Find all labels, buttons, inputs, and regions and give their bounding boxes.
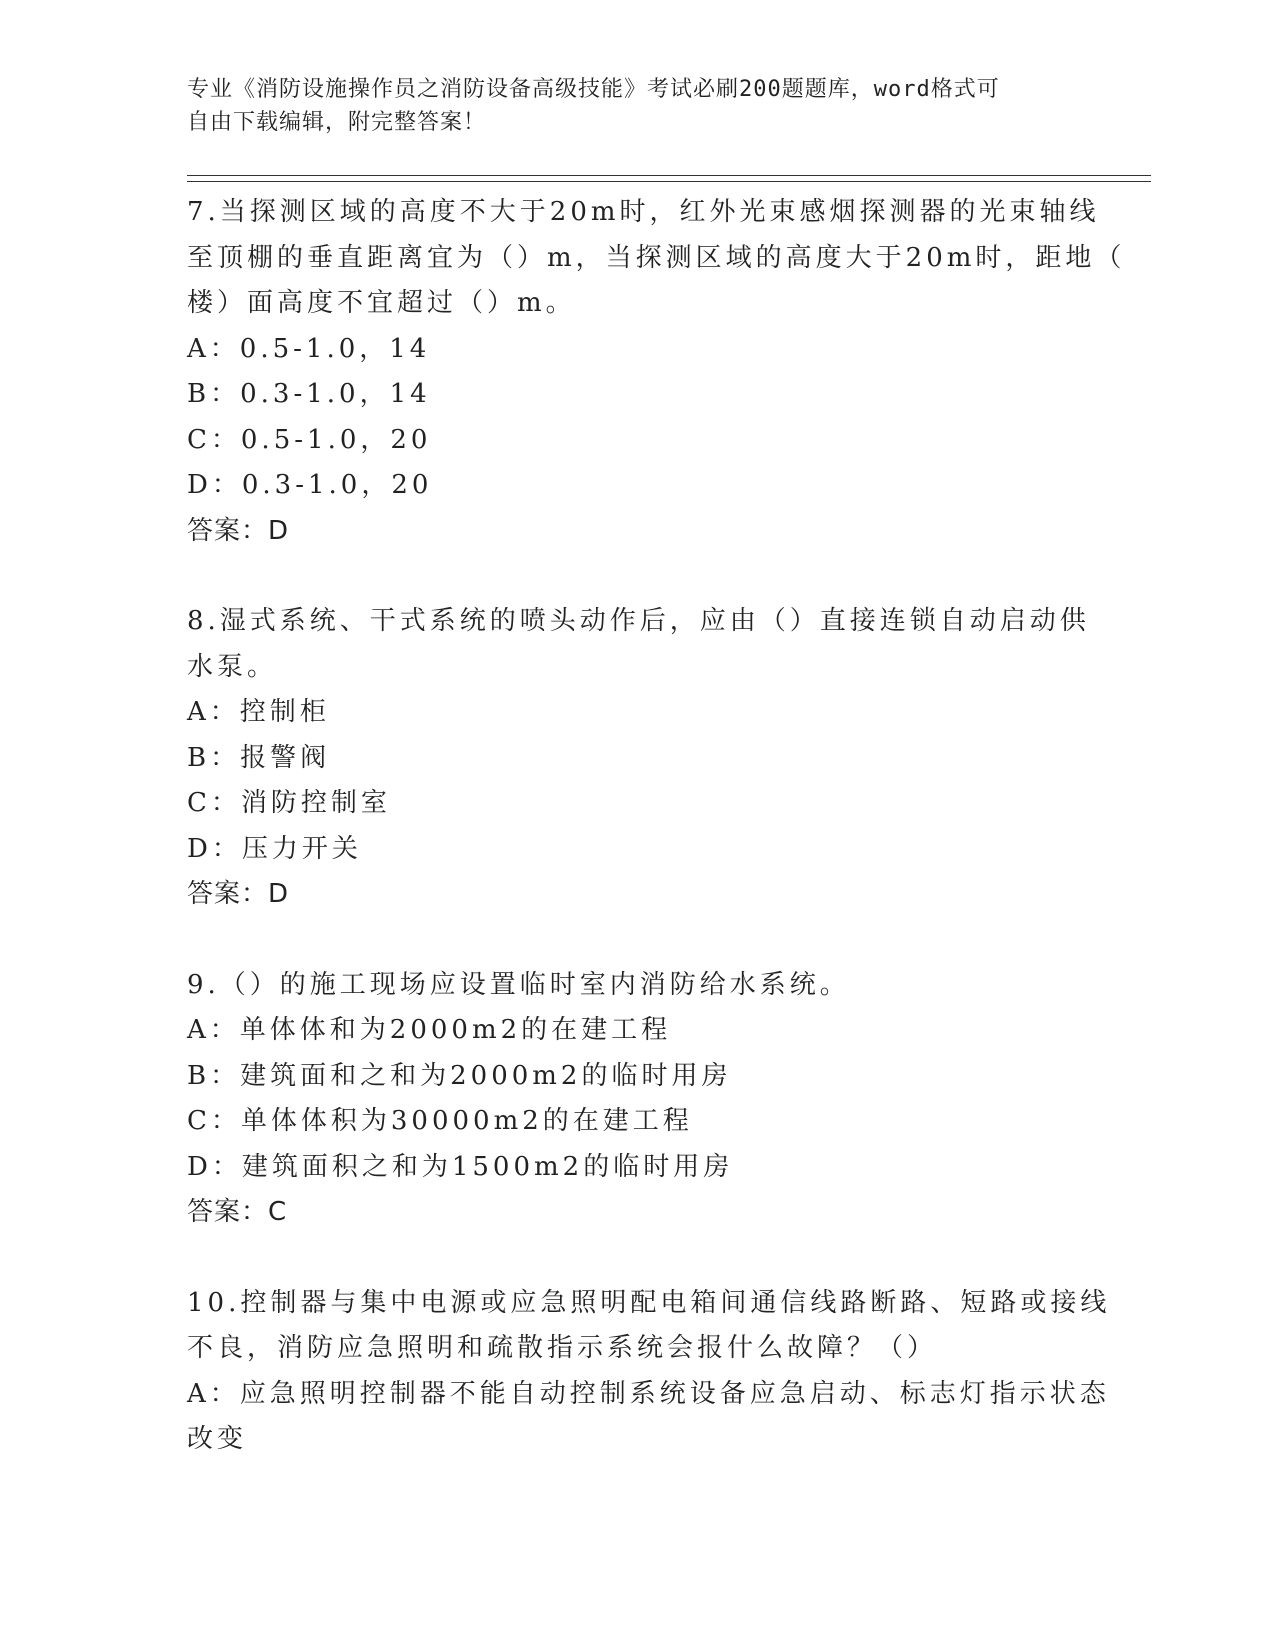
question-text-line: 9.（）的施工现场应设置临时室内消防给水系统。 <box>187 969 850 1000</box>
question-text-line: 10.控制器与集中电源或应急照明配电箱间通信线路断路、短路或接线 <box>187 1287 1111 1318</box>
question-10 <box>187 1281 1111 1463</box>
answer-text: 答案：C <box>187 1197 288 1227</box>
header-divider-bottom <box>187 181 1151 182</box>
header-divider-top <box>187 175 1151 176</box>
document-header <box>187 73 1087 139</box>
question-list <box>187 190 1126 1463</box>
option-c: C：0.5-1.0，20 <box>187 424 432 455</box>
option-c: C：消防控制室 <box>187 788 391 818</box>
question-spacer <box>187 918 1067 963</box>
header-line-2: 自由下载编辑，附完整答案！ <box>187 110 487 135</box>
question-spacer <box>187 554 1067 599</box>
option-b: B：建筑面和之和为2000m2的临时用房 <box>187 1060 732 1091</box>
question-text-line: 8.湿式系统、干式系统的喷头动作后，应由（）直接连锁自动启动供 <box>187 606 1090 636</box>
answer-text: 答案：D <box>187 515 290 546</box>
option-b: B：报警阀 <box>187 742 331 773</box>
option-a: A：单体体和为2000m2的在建工程 <box>187 1015 672 1045</box>
option-a: A：应急照明控制器不能自动控制系统设备应急启动、标志灯指示状态 <box>187 1378 1110 1409</box>
question-9 <box>187 963 1067 1236</box>
option-d: D：建筑面积之和为1500m2的临时用房 <box>187 1151 734 1182</box>
option-a: A：0.5-1.0，14 <box>187 333 431 364</box>
question-text-line: 水泵。 <box>187 651 278 682</box>
question-text-line: 至顶棚的垂直距离宜为（）m，当探测区域的高度大于20m时，距地（ <box>187 242 1126 273</box>
option-b: B：0.3-1.0，14 <box>187 379 431 409</box>
option-a-continued: 改变 <box>187 1424 248 1454</box>
option-a: A：控制柜 <box>187 697 330 727</box>
option-d: D：0.3-1.0，20 <box>187 470 433 500</box>
question-7 <box>187 190 1126 554</box>
question-8 <box>187 599 1090 918</box>
question-text-line: 楼）面高度不宜超过（）m。 <box>187 288 576 318</box>
header-line-1: 专业《消防设施操作员之消防设备高级技能》考试必刷200题题库，word格式可 <box>187 77 1000 102</box>
question-spacer <box>187 1236 1067 1281</box>
answer-text: 答案：D <box>187 879 290 909</box>
question-text-line: 7.当探测区域的高度不大于20m时，红外光束感烟探测器的光束轴线 <box>187 197 1100 227</box>
option-c: C：单体体积为30000m2的在建工程 <box>187 1106 693 1136</box>
question-text-line: 不良，消防应急照明和疏散指示系统会报什么故障？（） <box>187 1333 938 1363</box>
option-d: D：压力开关 <box>187 833 362 864</box>
